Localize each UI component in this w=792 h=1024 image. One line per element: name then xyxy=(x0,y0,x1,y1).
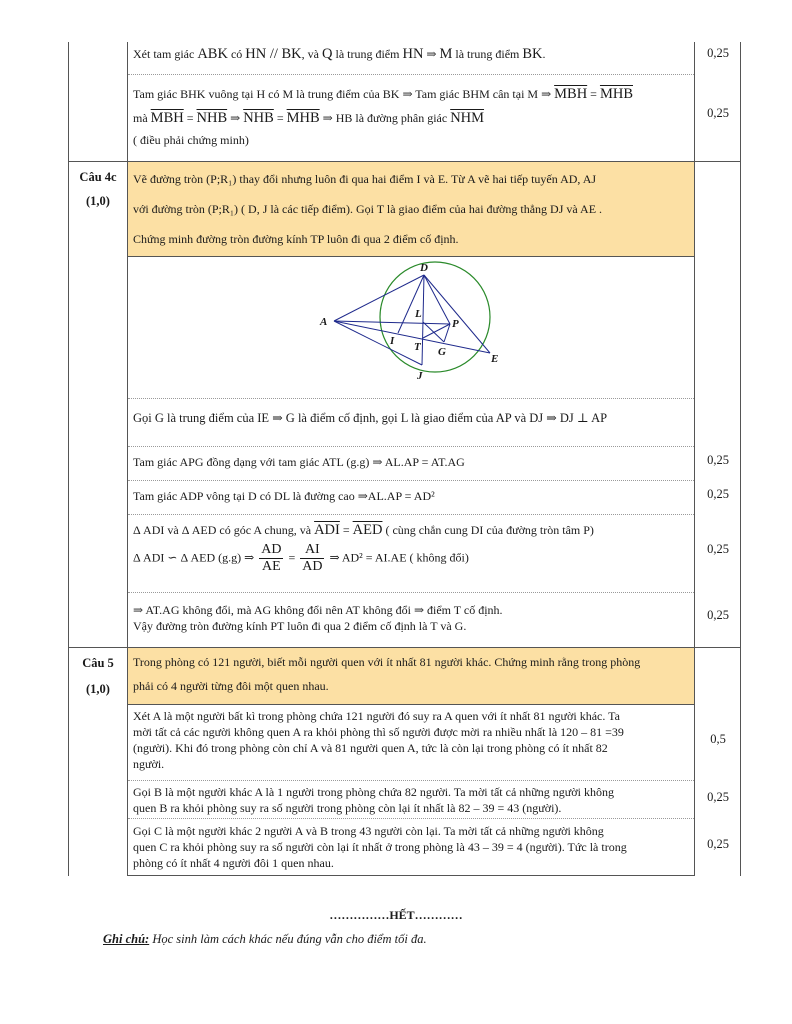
row-divider xyxy=(128,446,694,447)
row-adi-aed-similar: Δ ADI và Δ AED có góc A chung, và $\overline{ADI} = \overline{AED}$ ( cùng chắn cung DI của đường tròn tâm P) Δ ADI ∽ Δ AED (g.g) ⇒ $\frac{AD}{AE}$ = $\frac{AI}{AD}$ ⇒ AD² = AI.AE ( không đổi) xyxy=(133,522,594,574)
section-divider-4c xyxy=(68,161,740,162)
label-t: T xyxy=(414,341,421,353)
label-e: E xyxy=(491,353,499,365)
label-l: L xyxy=(415,308,422,320)
segment-lg xyxy=(423,322,444,342)
grading-note: Ghi chú: Học sinh làm cách khác nếu đúng vẫn cho điểm tối đa. xyxy=(103,932,427,946)
row-person-b: Gọi B là một người khác A là 1 người trong phòng chứa 82 người. Ta mời tất cả những người không quen B ra khỏi phòng suy ra số người trong phòng còn lại ít nhất là 82 – 39 = 43 (người). xyxy=(133,785,614,815)
row-conclusion-4c: ⇒ AT.AG không đổi, mà AG không đổi nên AT không đổi ⇒ điểm T cố định. Vậy đường tròn đường kính PT luôn đi qua 2 điểm cố định là T và G. xyxy=(133,603,503,633)
question-label: Câu 4c xyxy=(79,170,117,184)
row-divider xyxy=(128,398,694,399)
line-ap xyxy=(334,321,450,324)
row-divider xyxy=(128,74,694,75)
content-left-border xyxy=(127,42,128,876)
figure-lines xyxy=(334,275,490,365)
row-midpoint-g: Gọi G là trung điểm của IE ⇒ G là điểm cố định, gọi L là giao điểm của AP và DJ ⇒ DJ ⊥ AP xyxy=(133,411,608,425)
tangent-ad xyxy=(334,275,424,321)
score-value: 0,25 xyxy=(707,487,729,501)
row-divider xyxy=(128,592,694,593)
row-bhk-right-triangle: Tam giác BHK vuông tại H có M là trung điểm của BK ⇒ Tam giác BHM cân tại M ⇒ $\overline{MBH} = \overline{MHB}$ mà $\overline{MBH} = \overline{NHB}$ ⇒ $\overline{NHB} = \overline{MHB}$ ⇒ HB là đường phân giác $\overline{NHM}$ ( điều phải chứng minh) xyxy=(133,86,633,147)
row-divider xyxy=(128,480,694,481)
label-d: D xyxy=(420,262,428,274)
label-p: P xyxy=(452,318,459,330)
score-value: 0,5 xyxy=(710,732,726,746)
row-divider xyxy=(128,818,694,819)
row-divider xyxy=(128,256,694,257)
question-4c-text: Vẽ đường tròn (P;R₁) thay đổi nhưng luôn đi qua hai điểm I và E. Từ A vẽ hai tiếp tuyến AD, AJ với đường tròn (P;R₁) ( D, J là các tiếp điểm). Gọi T là giao điểm của hai đường thẳng DJ và AE . Chứng minh đường tròn đường kính TP luôn đi qua 2 điểm cố định. xyxy=(133,172,603,246)
question-points: (1,0) xyxy=(86,682,110,696)
row-divider xyxy=(128,704,694,705)
end-marker: ……………HẾT………… xyxy=(329,908,463,922)
chord-dj xyxy=(422,275,424,365)
label-i: I xyxy=(390,335,395,347)
table-left-border xyxy=(68,42,69,876)
score-value: 0,25 xyxy=(707,542,729,556)
label-j: J xyxy=(417,370,423,382)
tangent-aj xyxy=(334,321,422,365)
row-person-c: Gọi C là một người khác 2 người A và B trong 43 người còn lại. Ta mời tất cả những người không quen C ra khỏi phòng suy ra số người còn lại ít nhất ở trong phòng là 43 – 39 = 4 (người). Tức là trong phòng có ít nhất 4 người đôi 1 quen nhau. xyxy=(133,824,627,870)
question-5-text: Trong phòng có 121 người, biết mỗi người quen với ít nhất 81 người khác. Chứng minh rằng trong phòng phải có 4 người từng đôi một quen nhau. xyxy=(133,655,641,693)
geometry-figure xyxy=(310,258,520,388)
section-divider-5 xyxy=(68,647,740,648)
row-divider xyxy=(128,514,694,515)
row-divider xyxy=(128,780,694,781)
question-points: (1,0) xyxy=(86,194,110,208)
score-value: 0,25 xyxy=(707,46,729,60)
score-value: 0,25 xyxy=(707,608,729,622)
label-a: A xyxy=(320,316,328,328)
row-abk-midpoint: Xét tam giác ABK có HN // BK, và Q là trung điểm HN ⇒ M là trung điểm BK. xyxy=(133,46,546,62)
score-value: 0,25 xyxy=(707,453,729,467)
score-value: 0,25 xyxy=(707,837,729,851)
circle-p xyxy=(380,262,490,372)
row-similar-apg-atl: Tam giác APG đồng dạng với tam giác ATL (g.g) ⇒ AL.AP = AT.AG xyxy=(133,455,465,469)
segment-dp xyxy=(424,275,450,324)
fraction-ai-ad: $\frac{AI}{AD}$ xyxy=(302,542,323,574)
segment-di xyxy=(398,275,424,333)
row-adp-right-triangle: Tam giác ADP vông tại D có DL là đường cao ⇒AL.AP = AD² xyxy=(133,489,435,503)
table-right-border xyxy=(740,42,741,876)
row-person-a: Xét A là một người bất kì trong phòng chứa 121 người đó suy ra A quen với ít nhất 81 người khác. Ta mời tất cả các người không quen A ra khỏi phòng thì số người được mời ra nhiều nhất là 120 – 81 =39 (người). Khi đó trong phòng còn chỉ A và 81 người quen A, tức là còn lại trong phòng có ít nhất 82 người. xyxy=(133,709,624,771)
question-label: Câu 5 xyxy=(82,656,114,670)
table-bottom-border xyxy=(128,875,694,876)
content-right-border xyxy=(694,42,695,876)
fraction-ad-ae: $\frac{AD}{AE}$ xyxy=(261,542,282,574)
score-value: 0,25 xyxy=(707,106,729,120)
label-g: G xyxy=(438,346,446,358)
score-value: 0,25 xyxy=(707,790,729,804)
